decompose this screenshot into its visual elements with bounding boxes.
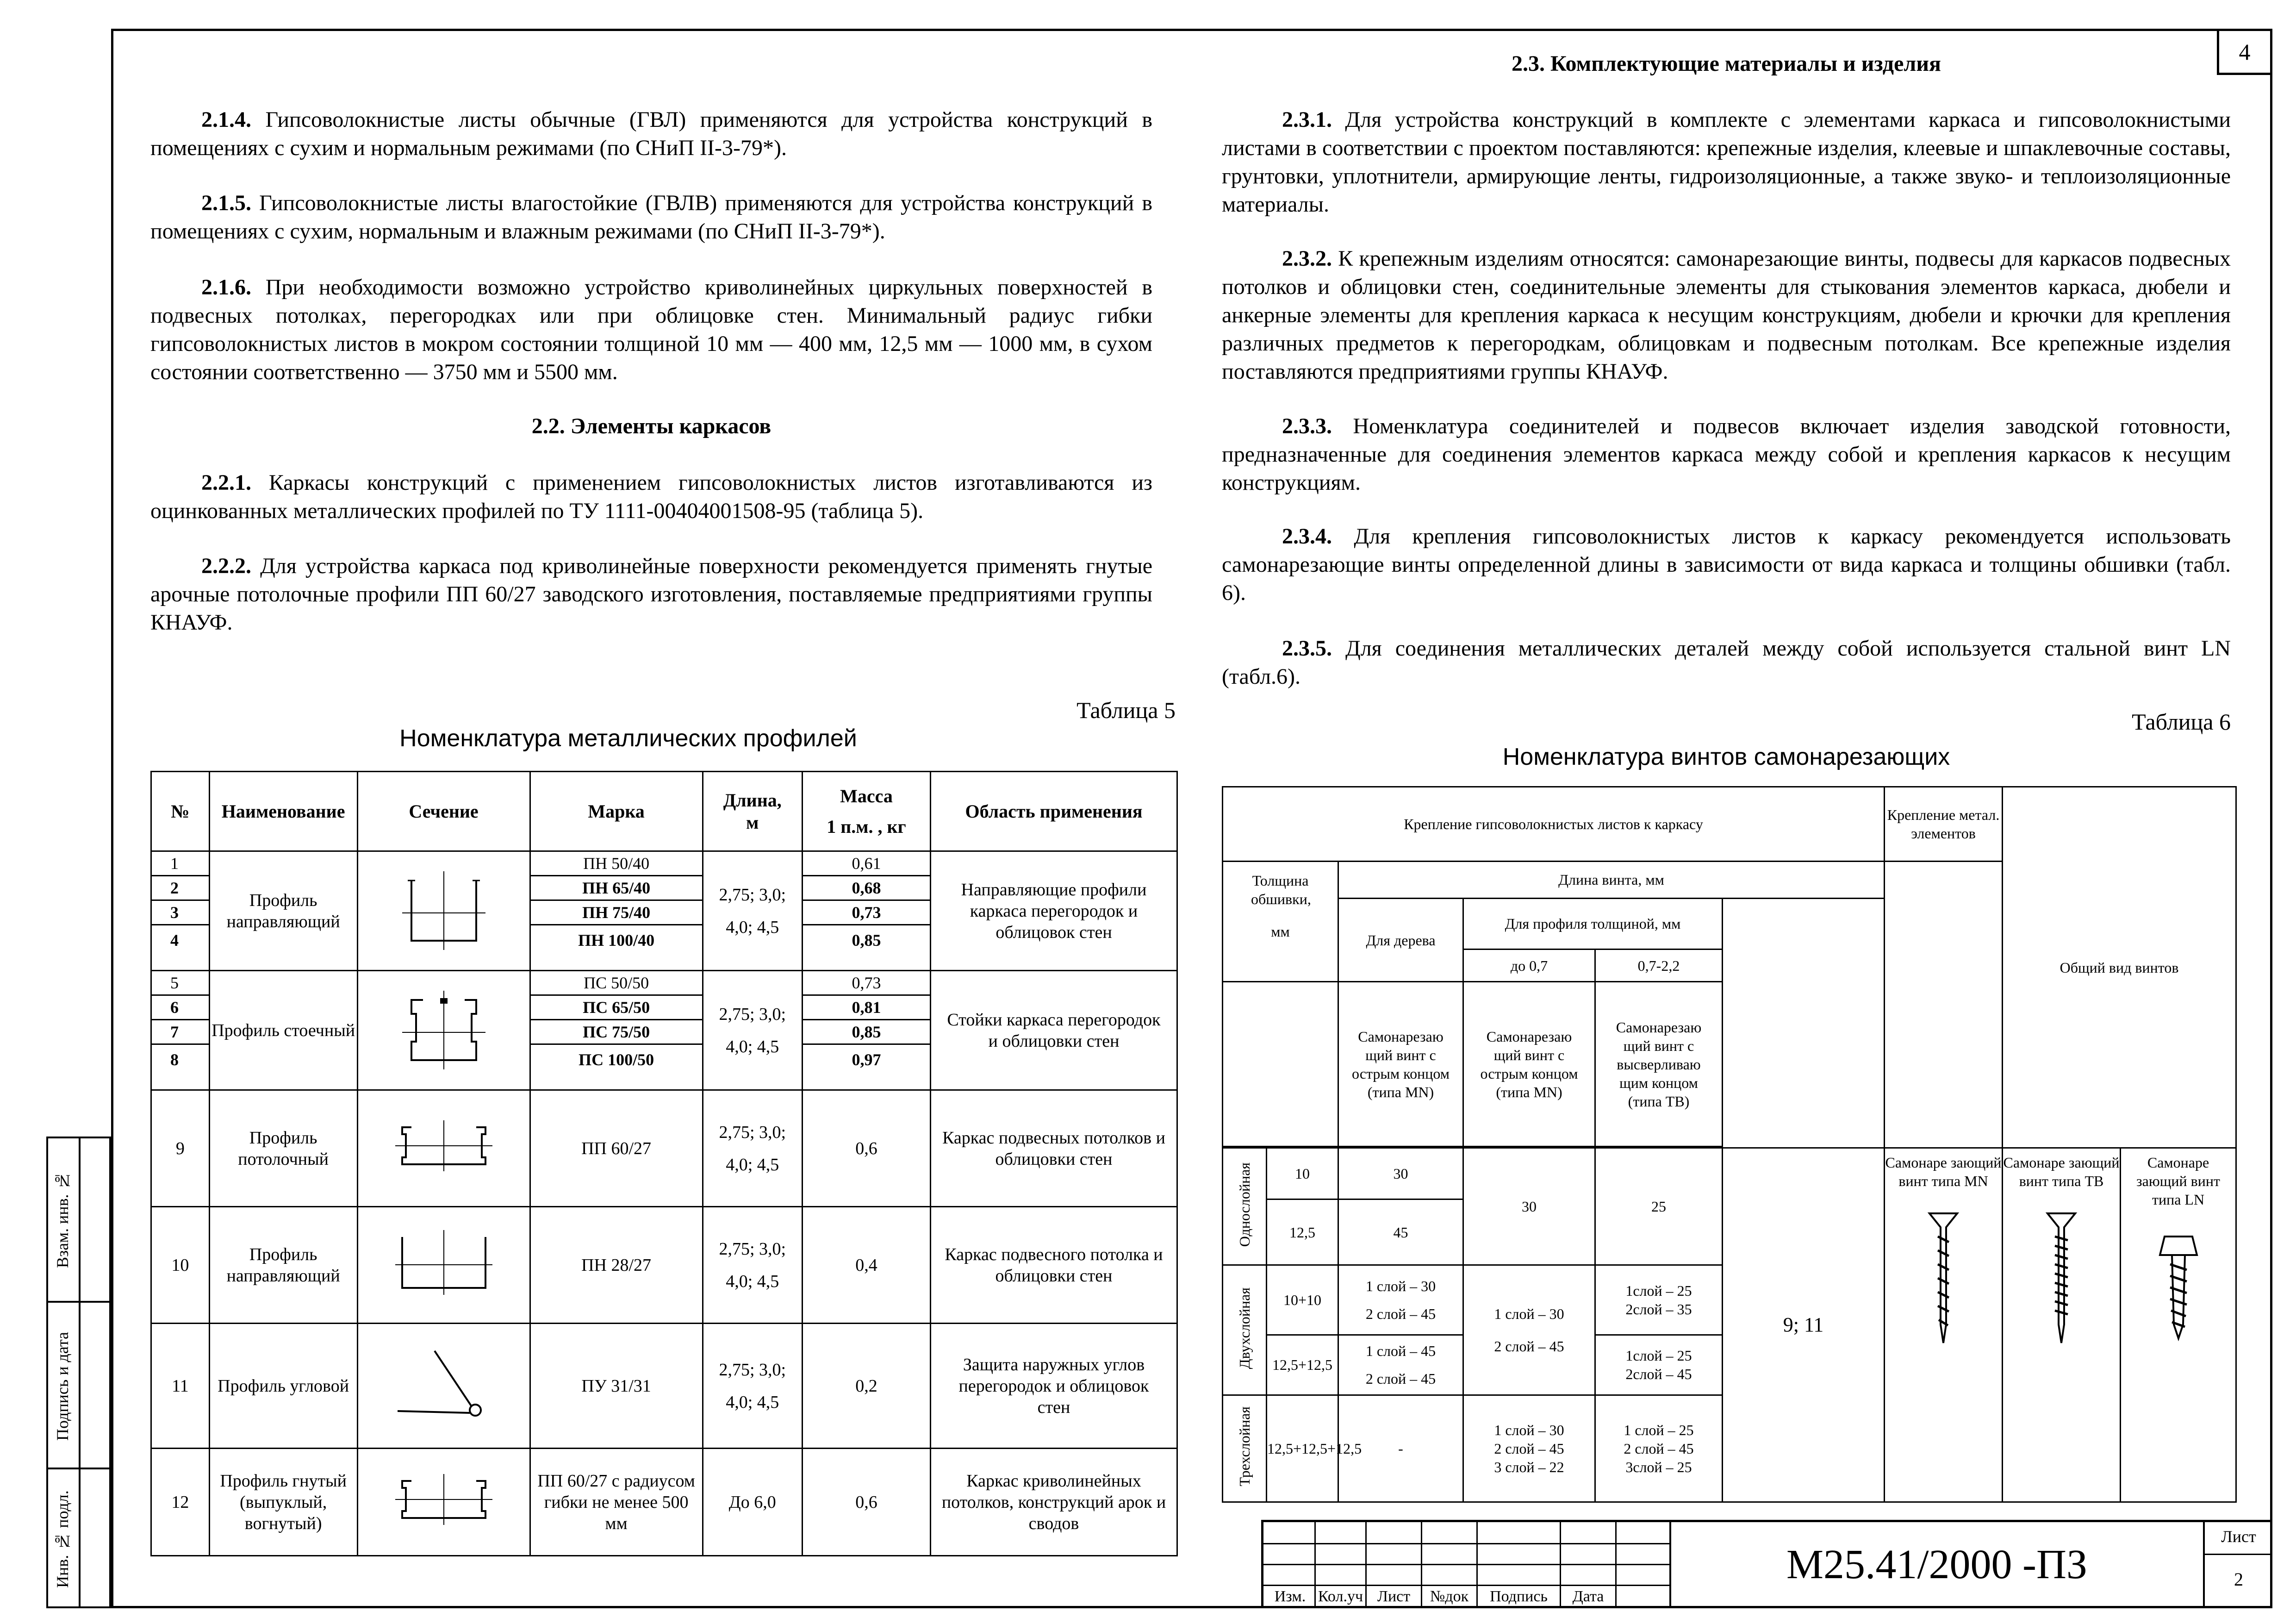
table-row: Двухслойная 10+10 1 слой – 30 2 слой – 45 1 слой – 30 2 слой – 45 1слой – 25 2слой – 35 bbox=[1223, 1265, 2236, 1335]
screw-mn-icon bbox=[1925, 1209, 1962, 1348]
profile-pn-icon bbox=[398, 862, 490, 955]
t5-h-len: Длина, м bbox=[703, 772, 802, 851]
screw-tb-icon bbox=[2043, 1209, 2080, 1348]
stamp-podp: Подпись bbox=[1490, 1588, 1548, 1605]
table-row: 10 Профиль направляющий ПН 28/27 2,75; 3,0; 4,0; 4,5 0,4 Каркас подвесного потолка и облицовки стен bbox=[151, 1207, 1177, 1324]
para-2-1-4: 2.1.4. Гипсоволокнистые листы обычные (ГВЛ) применяются для устройства конструкций в помещениях с сухим и нормальным режимами (по СНиП II-3-79*). bbox=[150, 107, 1152, 160]
profile-pn-small-icon bbox=[393, 1228, 495, 1297]
para-2-1-6: 2.1.6. При необходимости возможно устройство криволинейных циркульных поверхностей в подвесных потолках, перегородках или при облицовке стен. Минимальный радиус гибки гипсоволокнистых листов в мокром состоянии толщиной 10 мм — 400 мм, 12,5 мм — 1000 мм, в сухом состоянии соответственно — 3750 мм и 5500 мм. bbox=[150, 275, 1152, 384]
t5-area-group2: Стойки каркаса перегородок и облицовки стен bbox=[931, 971, 1177, 1090]
t6-metal-value: 9; 11 bbox=[1723, 1148, 1885, 1502]
t5-name-guide: Профиль направляющий bbox=[209, 851, 357, 971]
para-2-2-2: 2.2.2. Для устройства каркаса под криволинейные поверхности рекомендуется применять гнутые арочные потолочные профили ПП 60/27 заводского изготовления, поставляемые предприятиями группы КНАУФ. bbox=[150, 554, 1152, 635]
t5-h-name: Наименование bbox=[209, 772, 357, 851]
para-2-3-1: 2.3.1. Для устройства конструкций в комплекте с элементами каркаса и гипсоволокнистыми листами в соответствии с проектом поставляются: крепежные изделия, клеевые и шпаклевочные составы, грунтовки, уплотнители, армирующие ленты, гидроизоляционные, а также звуко- и теплоизоляционные материалы. bbox=[1222, 107, 2231, 217]
table-row: 1 2 3 4 Профиль направляющий ПН 50/40 ПН 65/40 ПН 75/40 ПН 100/40 2,75; 3,0; 4,0; 4,5 0,61 0,68 0,73 0,85 Направляющие профили каркаса перегородок и облицовок стен bbox=[151, 851, 1177, 971]
section-guide-small-drawing bbox=[357, 1207, 530, 1324]
table6: Крепление гипсоволокнистых листов к каркасу Крепление метал. элементов Общий вид винтов Толщина обшивки, мм Длина винта, мм Для дерева Для профиля толщиной, мм до 0,7 0,7-2,2 Самонарезаю щий винт с острым концом (типа MN) Самонарезаю щий винт с острым концом (типа MN) Самонарезаю щий винт с высверливаю щим концом (типа TB) Однослойная 10 30 30 25 9; 11 Самонаре зающий винт типа MN Самонаре зающий винт типа TB Самонаре зающий винт типа LN 12,5 45 Двухслойная 10+10 1 слой – 30 2 слой – 45 1 слой – 30 2 слой – 45 1слой – 25 2слой – 35 12,5+12,5 1 слой – 45 2 слой – 45 1слой – 25 2слой – 45 Трехслойная 12,5+12,5+12,5 - 1 слой – 30 2 слой – 45 3 слой – 22 1 слой – 25 2 слой – 45 3слой – 25 bbox=[1222, 786, 2237, 1503]
profile-ps-icon bbox=[398, 981, 490, 1074]
table6-title: Номенклатура винтов самонарезающих bbox=[1502, 743, 1950, 770]
section-bent-drawing bbox=[357, 1449, 530, 1556]
layer-triple: Трехслойная bbox=[1236, 1406, 1253, 1487]
profile-pp-icon bbox=[393, 1118, 495, 1174]
t5-h-mark: Марка bbox=[530, 772, 703, 851]
t5-len-group2: 2,75; 3,0; 4,0; 4,5 bbox=[703, 971, 802, 1090]
para-2-1-5: 2.1.5. Гипсоволокнистые листы влагостойкие (ГВЛВ) применяются для устройства конструкций в помещениях с сухим, нормальным и влажным режимами (по СНиП II-3-79*). bbox=[150, 191, 1152, 244]
para-2-3-2: 2.3.2. К крепежным изделиям относятся: самонарезающие винты, подвесы для каркасов подвесных потолков и облицовки стен, соединительные элементы для стыкования элементов каркаса, дюбели и анкерные элементы для крепления каркаса к несущим конструкциям, дюбели и крючки для крепления различных предметов к перегородкам, облицовкам и подвесным потолкам. Все крепежные изделия поставляются предприятиями группы КНАУФ. bbox=[1222, 246, 2231, 384]
sidebar-vzam: Взам. инв. № bbox=[53, 1171, 72, 1268]
sidebar-stamp bbox=[46, 1137, 111, 1608]
layer-double: Двухслойная bbox=[1236, 1287, 1253, 1369]
table5-label: Таблица 5 bbox=[1076, 697, 1176, 723]
para-2-3-4: 2.3.4. Для крепления гипсоволокнистых листов к каркасу рекомендуется использовать самонарезающие винты определенной длины в зависимости от вида каркаса и толщины обшивки (табл. 6). bbox=[1222, 524, 2231, 605]
heading-2-3: 2.3. Комплектующие материалы и изделия bbox=[1512, 51, 1941, 76]
table-row: 12,5 45 bbox=[1223, 1199, 2236, 1265]
layer-single: Однослойная bbox=[1236, 1162, 1253, 1247]
heading-2-2: 2.2. Элементы каркасов bbox=[531, 414, 772, 438]
table-row: 5 6 7 8 Профиль стоечный ПС 50/50 ПС 65/50 ПС 75/50 ПС 100/50 2,75; 3,0; 4,0; 4,5 0,73 0,81 0,85 0,97 Стойки каркаса перегородок и облицовки стен bbox=[151, 971, 1177, 1090]
section-guide-drawing bbox=[357, 851, 530, 971]
page-number: 4 bbox=[2217, 29, 2272, 75]
table-row: Трехслойная 12,5+12,5+12,5 - 1 слой – 30 2 слой – 45 3 слой – 22 1 слой – 25 2 слой – 45 3слой – 25 bbox=[1223, 1395, 2236, 1502]
section-stud-drawing bbox=[357, 971, 530, 1090]
para-2-3-3: 2.3.3. Номенклатура соединителей и подвесов включает изделия заводской готовности, предназначенные для соединения элементов каркаса между собой и крепления каркасов к несущим конструкциям. bbox=[1222, 414, 2231, 495]
screw-ln-icon bbox=[2155, 1227, 2202, 1348]
t5-h-section: Сечение bbox=[357, 772, 530, 851]
para-2-2-1: 2.2.1. Каркасы конструкций с применением гипсоволокнистых листов изготавливаются из оцинкованных металлических профилей по ТУ 1111-00404001508-95 (таблица 5). bbox=[150, 470, 1152, 523]
t5-name-stud: Профиль стоечный bbox=[209, 971, 357, 1090]
document-code: М25.41/2000 -ПЗ bbox=[1786, 1542, 2088, 1587]
t6-h-fix-metal: Крепление метал. элементов bbox=[1885, 787, 2003, 862]
profile-pu-icon bbox=[388, 1342, 499, 1425]
table-row: 12 Профиль гнутый (выпуклый, вогнутый) ПП 60/27 с радиусом гибки не менее 500 мм До 6,0 0,6 Каркас криволинейных потолков, конструкций арок и сводов bbox=[151, 1449, 1177, 1556]
stamp-list: Лист bbox=[1377, 1588, 1411, 1605]
section-ceiling-drawing bbox=[357, 1090, 530, 1207]
t6-h-thick: Толщина обшивки, мм bbox=[1223, 861, 1338, 982]
stamp-data: Дата bbox=[1572, 1588, 1604, 1605]
t6-h-fix-gvl: Крепление гипсоволокнистых листов к каркасу bbox=[1223, 787, 1885, 862]
t5-h-no: № bbox=[151, 772, 210, 851]
stamp-sheet-no: 2 bbox=[2234, 1569, 2243, 1590]
t5-h-area: Область применения bbox=[931, 772, 1177, 851]
table6-label: Таблица 6 bbox=[2132, 709, 2231, 735]
table-row: 9 Профиль потолочный ПП 60/27 2,75; 3,0; 4,0; 4,5 0,6 Каркас подвесных потолков и облицовки стен bbox=[151, 1090, 1177, 1207]
table-row: 12,5+12,5 1 слой – 45 2 слой – 45 1слой – 25 2слой – 45 bbox=[1223, 1335, 2236, 1395]
section-corner-drawing bbox=[357, 1324, 530, 1449]
para-2-3-5: 2.3.5. Для соединения металлических деталей между собой используется стальной винт LN (табл.6). bbox=[1222, 636, 2231, 689]
table5 bbox=[150, 771, 1178, 1556]
t5-area-group1: Направляющие профили каркаса перегородок и облицовок стен bbox=[931, 851, 1177, 971]
stamp-ndok: №док bbox=[1430, 1588, 1469, 1605]
stamp-sheet-label: Лист bbox=[2221, 1527, 2256, 1546]
table5-title: Номенклатура металлических профилей bbox=[399, 725, 857, 752]
stamp-kol: Кол.уч bbox=[1318, 1588, 1363, 1605]
title-block bbox=[1261, 1520, 2272, 1608]
profile-bent-icon bbox=[393, 1472, 495, 1527]
table-row: 11 Профиль угловой ПУ 31/31 2,75; 3,0; 4,0; 4,5 0,2 Защита наружных углов перегородок и облицовок стен bbox=[151, 1324, 1177, 1449]
stamp-izm: Изм. bbox=[1274, 1588, 1306, 1605]
t6-h-view: Общий вид винтов bbox=[2003, 787, 2236, 1148]
sidebar-podpis: Подпись и дата bbox=[53, 1332, 72, 1441]
t5-h-mass: Масса 1 п.м. , кг bbox=[802, 772, 930, 851]
table-row: Однослойная 10 30 30 25 9; 11 Самонаре зающий винт типа MN Самонаре зающий винт типа TB Самонаре зающий винт типа LN bbox=[1223, 1148, 2236, 1199]
sidebar-inv: Инв. № подл. bbox=[53, 1490, 72, 1588]
t5-len-group1: 2,75; 3,0; 4,0; 4,5 bbox=[703, 851, 802, 971]
